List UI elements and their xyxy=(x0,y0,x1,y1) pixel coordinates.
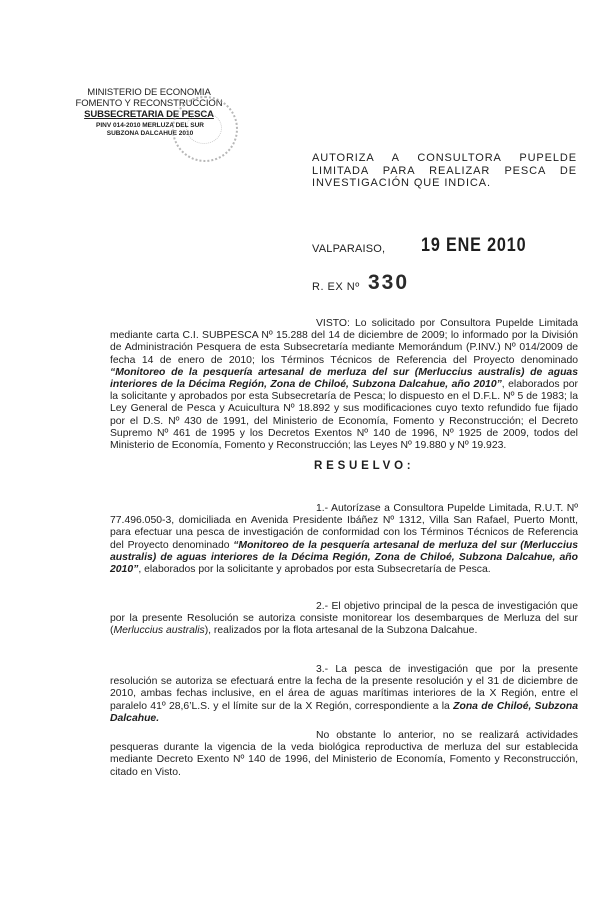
article-2-text-1: El objetivo principal de la pesca de investigación que por la presente Resolución se autoriza consiste monitorear los desembarques de Merluza del sur ( xyxy=(110,601,578,637)
place-label: VALPARAISO, xyxy=(312,243,386,255)
visto-text-2: , elaborados por la solicitante y aprobados por esta Subsecretaría de Pesca; lo dispuesto en el D.F.L. Nº 5 de 1983; la Ley General de Pesca y Acuicultura Nº 18.892 y sus modificaciones cuyo texto refundido fue fijado por el D.S. Nº 430 de 1991, del Ministerio de Economía, Fomento y Reconstrucción; el Decreto Supremo Nº 461 de 1995 y los Decretos Exentos Nº 140 de 1996, Nº 1925 de 2009, todos del Ministerio de Economía, Fomento y Reconstrucción; las Leyes Nº 19.880 y Nº 19.923. xyxy=(110,379,578,452)
article-1-number: 1.- xyxy=(316,503,329,514)
article-2-species: Merluccius australis xyxy=(113,625,205,637)
visto-paragraph xyxy=(110,318,578,452)
official-stamp-inner xyxy=(186,112,222,144)
article-1-text-2: , elaborados por la solicitante y aprobados por esta Subsecretaría de Pesca. xyxy=(138,564,491,576)
article-3-text-2: No obstante lo anterior, no se realizará actividades pesqueras durante la vigencia de la veda biológica reproductiva de merluza del sur establecida mediante Decreto Exento Nº 140 de 1996, del Ministerio de Economía, Fomento y Reconstrucción, citado en Visto. xyxy=(110,730,578,778)
date-stamp: 19 ENE 2010 xyxy=(421,235,527,256)
article-3 xyxy=(110,664,578,725)
article-1-project-name: “Monitoreo de la pesquería artesanal de merluza del sur (Merluccius australis) de aguas interiores de la Décima Región, Zona de Chiloé, Subzona Dalcahue, año 2010” xyxy=(110,539,578,576)
visto-text-1: Lo solicitado por Consultora Pupelde Limitada mediante carta C.I. SUBPESCA Nº 15.288 del 14 de diciembre de 2009; lo informado por la División de Administración Pesquera de esta Subsecretaría mediante Memorándum (P.INV.) Nº 014/2009 de fecha 14 de enero de 2010; los Términos Técnicos de Referencia del Proyecto denominado xyxy=(110,318,578,366)
header-reference-2: SUBZONA DALCAHUE 2010 xyxy=(106,130,194,137)
ministry-subtitle: FOMENTO Y RECONSTRUCCION xyxy=(75,98,223,109)
article-3-number: 3.- xyxy=(316,664,329,675)
document-title: AUTORIZA A CONSULTORA PUPELDE LIMITADA PARA REALIZAR PESCA DE INVESTIGACIÓN QUE INDICA. xyxy=(312,152,577,189)
article-3-zone: Zona de Chiloé, Subzona Dalcahue. xyxy=(110,700,578,724)
article-2-text-2: ), realizados por la flota artesanal de la Subzona Dalcahue. xyxy=(204,625,478,637)
article-1 xyxy=(110,503,578,576)
subsecretaria-name: SUBSECRETARIA DE PESCA xyxy=(84,109,214,120)
visto-label: VISTO: xyxy=(316,318,350,329)
article-2 xyxy=(110,601,578,638)
visto-project-name: “Monitoreo de la pesquería artesanal de merluza del sur (Merluccius australis) de aguas interiores de la Décima Región, Zona de Chiloé, Subzona Dalcahue, año 2010” xyxy=(110,366,578,391)
resuelvo-heading: RESUELVO: xyxy=(314,460,415,472)
article-1-text-1: Autorízase a Consultora Pupelde Limitada, R.U.T. Nº 77.496.050-3, domiciliada en Avenida Presidente Ibáñez Nº 1312, Villa San Rafael, Puerto Montt, para efectuar una pesca de investigación de conformidad con los Términos Técnicos de Referencia del Proyecto denominado xyxy=(110,503,578,551)
article-2-number: 2.- xyxy=(316,601,329,612)
ministry-name: MINISTERIO DE ECONOMIA xyxy=(87,87,211,98)
article-3-paragraph-2 xyxy=(110,730,578,779)
resolution-number: 330 xyxy=(368,271,410,294)
header-reference-1: PINV 014-2010 MERLUZA DEL SUR xyxy=(95,122,204,129)
resolution-label: R. EX Nº xyxy=(312,281,360,293)
article-3-text-1: La pesca de investigación que por la presente resolución se autoriza se efectuará entre la fecha de la presente resolución y el 31 de diciembre de 2010, ambas fechas inclusive, en el área de aguas marítimas interiores de la X Región, entre el paralelo 41º 28,6’L.S. y el límite sur de la X Región, correspondiente a la xyxy=(110,664,578,712)
